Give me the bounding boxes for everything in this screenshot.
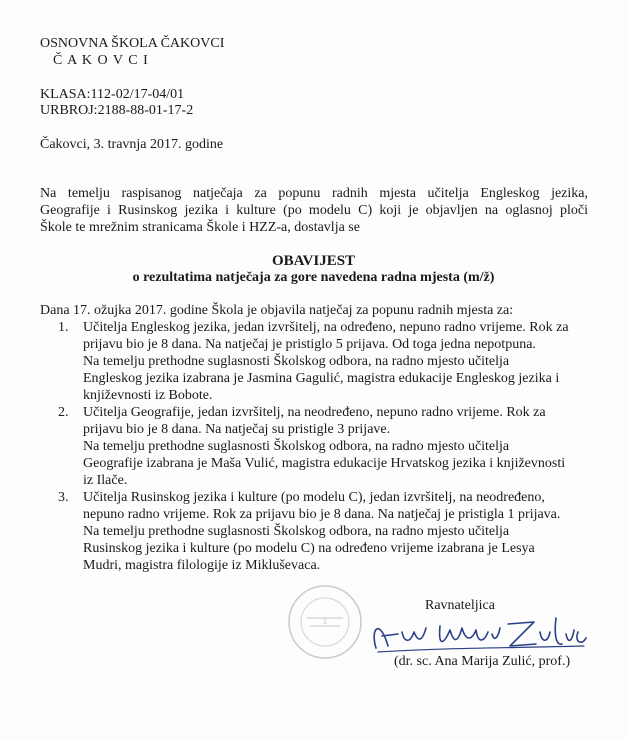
signatory-name: (dr. sc. Ana Marija Zulić, prof.) [394,654,571,669]
city-name: Č A K O V C I [53,53,149,68]
date-line: Čakovci, 3. travnja 2017. godine [40,137,224,152]
item-line: iz Ilače. [83,473,128,488]
handwritten-signature [358,608,588,660]
intro-line: Geografije i Rusinskog jezika i kulture (po modelu C) koji je objavljen na oglasnoj ploči [40,203,588,218]
svg-text:1: 1 [322,618,328,626]
notice-subtitle: o rezultatima natječaja za gore navedena radna mjesta (m/ž) [132,270,495,285]
urbroj: URBROJ:2188-88-01-17-2 [40,103,194,118]
item-line: književnosti iz Bobote. [83,388,213,403]
item-line: Geografije izabrana je Maša Vulić, magistra edukacije Hrvatskog jezika i književnosti [83,456,566,471]
item-line: Mudri, magistra filologije iz Mikluševaca. [83,558,321,573]
school-stamp [285,582,365,662]
item-number: 3. [58,490,69,505]
school-name: OSNOVNA ŠKOLA ČAKOVCI [40,36,225,51]
item-line: Na temelju prethodne suglasnosti Školskog odbora, na radno mjesto učitelja [83,524,510,539]
klasa: KLASA:112-02/17-04/01 [40,87,185,102]
intro-line: Na temelju raspisanog natječaja za popunu radnih mjesta učitelja Engleskog jezika, [40,186,588,201]
item-line: Učitelja Engleskog jezika, jedan izvršitelj, na određeno, nepuno radno vrijeme. Rok za [83,320,569,335]
signature-role: Ravnateljica [425,598,495,613]
lead-text: Dana 17. ožujka 2017. godine Škola je objavila natječaj za popunu radnih mjesta za: [40,303,514,318]
item-line: Na temelju prethodne suglasnosti Školskog odbora, na radno mjesto učitelja [83,439,510,454]
notice-title: OBAVIJEST [271,253,356,269]
item-line: Učitelja Geografije, jedan izvršitelj, na neodređeno, nepuno radno vrijeme. Rok za [83,405,546,420]
intro-line: Škole te mrežnim stranicama Škole i HZZ-a, dostavlja se [40,220,360,235]
item-number: 2. [58,405,69,420]
item-line: nepuno radno vrijeme. Rok za prijavu bio je 8 dana. Na natječaj je pristigla 1 prijava. [83,507,561,522]
item-line: Na temelju prethodne suglasnosti Školskog odbora, na radno mjesto učitelja [83,354,510,369]
item-line: Engleskog jezika izabrana je Jasmina Gagulić, magistra edukacije Engleskog jezika i [83,371,560,386]
item-line: prijavu bio je 8 dana. Na natječaj su pristigle 3 prijave. [83,422,391,437]
item-line: Rusinskog jezika i kulture (po modelu C) na određeno vrijeme izabrana je Lesya [83,541,535,556]
item-line: Učitelja Rusinskog jezika i kulture (po modelu C), jedan izvršitelj, na neodređeno, [83,490,545,505]
item-number: 1. [58,320,69,335]
item-line: prijavu bio je 8 dana. Na natječaj je pristiglo 5 prijava. Od toga jedna nepotpuna. [83,337,536,352]
